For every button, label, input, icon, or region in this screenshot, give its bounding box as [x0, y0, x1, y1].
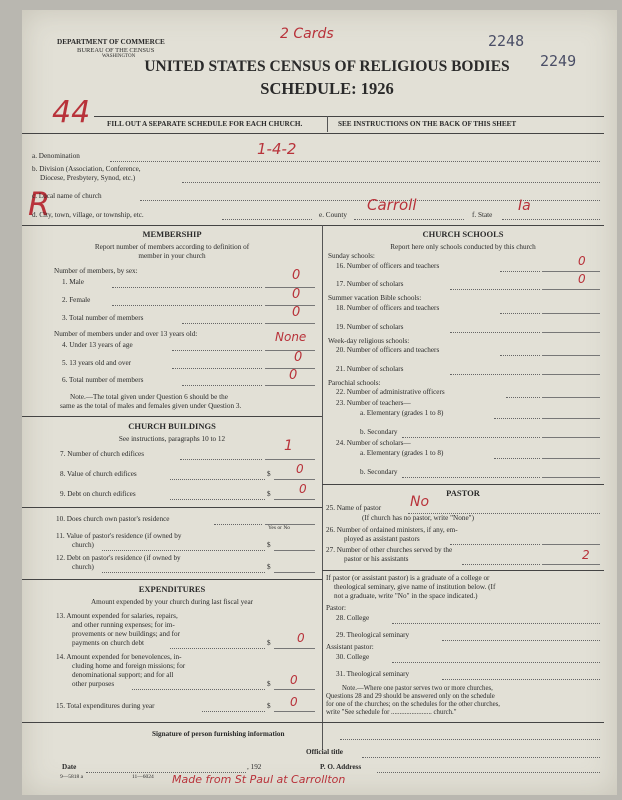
state-value: Ia: [518, 198, 531, 214]
q9-dollar: $: [267, 490, 271, 498]
q11-label-2: church): [72, 541, 94, 549]
q23a-label: a. Elementary (grades 1 to 8): [360, 409, 444, 417]
q24-label: 24. Number of scholars—: [336, 439, 411, 447]
pastor-note-4: write "See schedule for ........................ church.": [326, 709, 457, 716]
members-by-sex-label: Number of members, by sex:: [54, 267, 138, 275]
q29-label: 29. Theological seminary: [336, 631, 410, 639]
handwritten-cards-note: 2 Cards: [280, 26, 334, 42]
q28-label: 28. College: [336, 614, 370, 622]
q24a-label: a. Elementary (grades 1 to 8): [360, 449, 444, 457]
q25-value: No: [410, 494, 430, 510]
pastor-note-1: Note.—Where one pastor serves two or more churches,: [342, 685, 493, 692]
q2-label: 2. Female: [62, 296, 91, 304]
q14-label-2: cluding home and foreign missions; for: [72, 662, 186, 670]
q27-label-1: 27. Number of other churches served by the: [326, 546, 453, 554]
q6-value: 0: [289, 368, 298, 383]
pastor-note-2: Questions 28 and 29 should be answered only on the schedule: [326, 693, 495, 700]
weekday-schools-label: Week-day religious schools:: [328, 337, 410, 345]
stamp-number-2: 2249: [540, 52, 577, 70]
sunday-schools-label: Sunday schools:: [328, 252, 375, 260]
form-number-2: 11—6024: [132, 774, 154, 780]
vacation-schools-label: Summer vacation Bible schools:: [328, 294, 422, 302]
buildings-heading: CHURCH BUILDINGS: [128, 421, 216, 431]
q14-label-1: 14. Amount expended for benevolences, in-: [56, 653, 182, 661]
date-year: , 192: [247, 763, 262, 771]
official-title-label: Official title: [306, 748, 343, 756]
q4-value: None: [275, 330, 307, 344]
q7-value: 1: [284, 438, 293, 454]
division-label-2: Diocese, Presbytery, Synod, etc.): [40, 174, 136, 182]
handwritten-number: 44: [52, 95, 91, 130]
q11-dollar: $: [267, 541, 271, 549]
q17-value: 0: [578, 272, 586, 286]
q12-label-1: 12. Debt on pastor's residence (if owned by: [56, 554, 181, 562]
q23b-label: b. Secondary: [360, 428, 398, 436]
q9-value: 0: [299, 482, 307, 496]
census-schedule-sheet: [22, 10, 617, 795]
expenditures-subheading: Amount expended by your church during last fiscal year: [90, 598, 254, 606]
q3-label: 3. Total number of members: [62, 314, 144, 322]
bureau-label: BUREAU OF THE CENSUS: [77, 47, 155, 54]
q31-label: 31. Theological seminary: [336, 670, 410, 678]
q16-value: 0: [578, 254, 586, 268]
schools-intro: Report here only schools conducted by this church: [390, 243, 536, 251]
q30-label: 30. College: [336, 653, 370, 661]
stamp-number-1: 2248: [488, 32, 525, 50]
q11-label-1: 11. Value of pastor's residence (if owned by: [56, 532, 182, 540]
local-name-label: c. Local name of church: [32, 192, 102, 200]
q13-dollar: $: [267, 639, 271, 647]
page-subtitle: SCHEDULE: 1926: [260, 79, 394, 98]
pastor-note-3: for one of the churches; on the schedules for the other churches,: [326, 701, 501, 708]
q25-sublabel: (If church has no pastor, write "None"): [362, 514, 474, 522]
q8-value: 0: [296, 462, 304, 476]
membership-intro-2: member in your church: [138, 252, 206, 260]
date-label: Date: [62, 763, 77, 771]
q10-label: 10. Does church own pastor's residence: [56, 515, 170, 523]
graduate-note-2: theological seminary, give name of institution below. (If: [334, 583, 496, 591]
q13-value: 0: [297, 631, 305, 645]
under-over-label: Number of members under and over 13 years old:: [54, 330, 198, 338]
q16-label: 16. Number of officers and teachers: [336, 262, 440, 270]
q18-label: 18. Number of officers and teachers: [336, 304, 440, 312]
handwritten-r-mark: R: [28, 185, 51, 223]
county-label: e. County: [319, 211, 347, 219]
city-town-label: d. City, town, village, or township, etc.: [32, 211, 144, 219]
q1-value: 0: [292, 268, 301, 283]
city-label: WASHINGTON: [102, 54, 136, 59]
q6-label: 6. Total number of members: [62, 376, 144, 384]
parochial-schools-label: Parochial schools:: [328, 379, 381, 387]
page-title: UNITED STATES CENSUS OF RELIGIOUS BODIES: [144, 58, 510, 75]
county-value: Carroll: [367, 196, 417, 214]
q25-label: 25. Name of pastor: [326, 504, 382, 512]
instruction-left: FILL OUT A SEPARATE SCHEDULE FOR EACH CHURCH.: [107, 120, 303, 128]
state-label: f. State: [472, 211, 493, 219]
instruction-right: SEE INSTRUCTIONS ON THE BACK OF THIS SHEET: [338, 120, 517, 128]
graduate-note-3: not a graduate, write "No" in the space indicated.): [334, 592, 478, 600]
q27-label-2: pastor or his assistants: [344, 555, 409, 563]
q13-label-1: 13. Amount expended for salaries, repairs,: [56, 612, 178, 620]
q5-label: 5. 13 years old and over: [62, 359, 132, 367]
q9-label: 9. Debt on church edifices: [60, 490, 136, 498]
pastor-heading: PASTOR: [446, 488, 480, 498]
q13-label-3: provements or new buildings; and for: [72, 630, 180, 638]
q8-dollar: $: [267, 470, 271, 478]
q12-dollar: $: [267, 563, 271, 571]
department-label: DEPARTMENT OF COMMERCE: [57, 38, 165, 46]
q15-label: 15. Total expenditures during year: [56, 702, 155, 710]
q2-value: 0: [292, 287, 301, 302]
q14-label-3: denominational support; and for all: [72, 671, 174, 679]
q17-label: 17. Number of scholars: [336, 280, 404, 288]
q19-label: 19. Number of scholars: [336, 323, 404, 331]
q14-value: 0: [290, 673, 298, 687]
q14-label-4: other purposes: [72, 680, 115, 688]
q26-label-1: 26. Number of ordained ministers, if any, em-: [326, 526, 458, 534]
q20-label: 20. Number of officers and teachers: [336, 346, 440, 354]
q14-dollar: $: [267, 680, 271, 688]
denomination-value: 1-4-2: [257, 140, 297, 158]
graduate-note-1: If pastor (or assistant pastor) is a graduate of a college or: [326, 574, 490, 582]
membership-heading: MEMBERSHIP: [142, 229, 202, 239]
q7-label: 7. Number of church edifices: [60, 450, 145, 458]
membership-note-2: same as the total of males and females given under Question 3.: [60, 402, 242, 410]
q4-label: 4. Under 13 years of age: [62, 341, 133, 349]
q21-label: 21. Number of scholars: [336, 365, 404, 373]
assistant-pastor-label: Assistant pastor:: [326, 643, 374, 651]
membership-intro-1: Report number of members according to definition of: [94, 243, 250, 251]
expenditures-heading: EXPENDITURES: [138, 584, 206, 594]
yes-no-hint: Yes or No: [268, 525, 291, 531]
q12-label-2: church): [72, 563, 94, 571]
q15-dollar: $: [267, 702, 271, 710]
signature-label: Signature of person furnishing information: [152, 730, 285, 738]
schools-heading: CHURCH SCHOOLS: [422, 229, 504, 239]
po-address-label: P. O. Address: [320, 763, 362, 771]
q1-label: 1. Male: [62, 278, 84, 286]
q26-label-2: ployed as assistant pastors: [344, 535, 420, 543]
division-label-1: b. Division (Association, Conference,: [32, 165, 141, 173]
q5-value: 0: [294, 350, 303, 365]
q8-label: 8. Value of church edifices: [60, 470, 137, 478]
pastor-sub-label: Pastor:: [326, 604, 346, 612]
q13-label-4: payments on church debt: [72, 639, 145, 647]
q15-value: 0: [290, 695, 298, 709]
handwritten-source-note: Made from St Paul at Carrollton: [172, 773, 346, 786]
q24b-label: b. Secondary: [360, 468, 398, 476]
buildings-subheading: See instructions, paragraphs 10 to 12: [118, 435, 226, 443]
q13-label-2: and other running expenses; for im-: [72, 621, 175, 629]
q23-label: 23. Number of teachers—: [336, 399, 411, 407]
q3-value: 0: [292, 305, 301, 320]
membership-note-1: Note.—The total given under Question 6 should be the: [70, 393, 228, 401]
denomination-label: a. Denomination: [32, 152, 80, 160]
q22-label: 22. Number of administrative officers: [336, 388, 445, 396]
q27-value: 2: [582, 548, 590, 562]
form-number: 9—5818 a: [60, 774, 84, 780]
